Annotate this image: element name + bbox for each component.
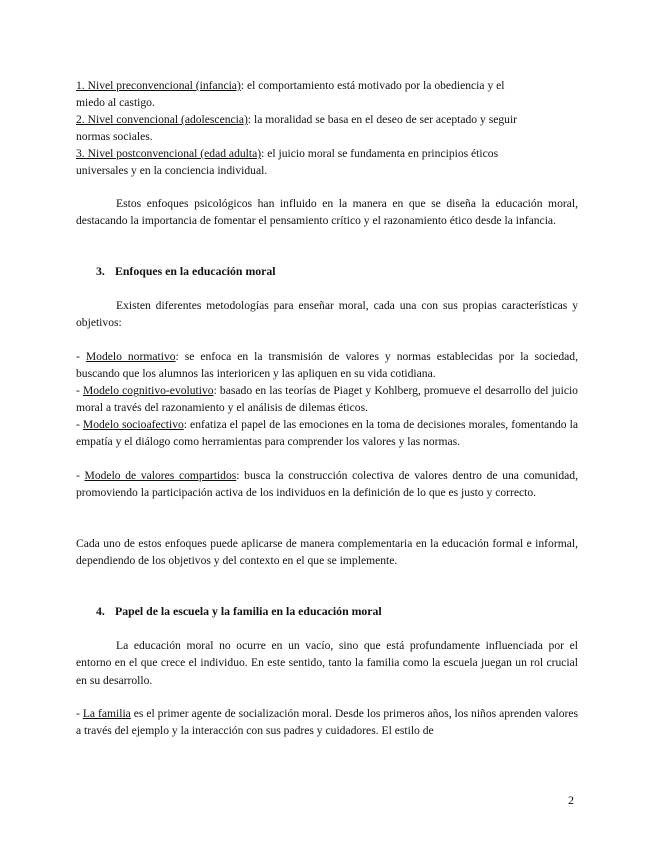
page-number: 2	[568, 793, 574, 807]
intro-paragraph: Estos enfoques psicológicos han influido en la manera en que se diseña la educación moral, destacando la importancia de fomentar el pensamiento crítico y el razonamiento ético desde la infancia.	[76, 197, 578, 228]
level-term-1: 1. Nivel preconvencional (infancia)	[76, 79, 241, 92]
model-item-socioafectivo: - Modelo socioafectivo: enfatiza el papel de las emociones en la toma de decisiones morales, fomentando la empatía y el diálogo como herramientas para comprender los valores y las normas.	[76, 418, 578, 449]
level-term-2: 2. Nivel convencional (adolescencia)	[76, 113, 248, 126]
family-term: La familia	[82, 707, 131, 720]
level-term-3: 3. Nivel postconvencional (edad adulta)	[76, 147, 262, 160]
family-paragraph: - La familia es el primer agente de socialización moral. Desde los primeros años, los niños aprenden valores a través del ejemplo y la interacción con sus padres y cuidadores. El estilo de	[76, 707, 579, 738]
model-item-normativo: - Modelo normativo: se enfoca en la transmisión de valores y normas establecidas por la sociedad, buscando que los alumnos las interioricen y las apliquen en su vida cotidiana.	[76, 350, 578, 381]
model-item-cognitivo: - Modelo cognitivo-evolutivo: basado en las teorías de Piaget y Kohlberg, promueve el desarrollo del juicio moral a través del razonamiento y el análisis de dilemas éticos.	[76, 384, 578, 415]
section-4-heading: 4. Papel de la escuela y la familia en la educación moral	[96, 604, 382, 618]
level-item-2: 2. Nivel convencional (adolescencia): la moralidad se basa en el deseo de ser aceptado y seguir normas sociales.	[76, 113, 518, 144]
level-item-3: 3. Nivel postconvencional (edad adulta): el juicio moral se fundamenta en principios éticos universales y en la conciencia individual.	[76, 147, 499, 178]
model-term: Modelo socioafectivo	[82, 418, 184, 431]
level-item-1: 1. Nivel preconvencional (infancia): el comportamiento está motivado por la obediencia y el miedo al castigo.	[76, 79, 505, 110]
model-term: Modelo cognitivo-evolutivo	[82, 384, 214, 397]
section-3-closing: Cada uno de estos enfoques puede aplicarse de manera complementaria en la educación formal e informal, dependiendo de los objetivos y del contexto en el que se implemente.	[76, 537, 578, 568]
section-3-heading: 3. Enfoques en la educación moral	[96, 264, 276, 278]
model-item-valores: - Modelo de valores compartidos: busca la construcción colectiva de valores dentro de una comunidad, promoviendo la participación activa de los individuos en la definición de lo que es justo y correcto.	[76, 469, 578, 500]
model-term: Modelo normativo	[85, 350, 176, 363]
section-3-paragraph: Existen diferentes metodologías para enseñar moral, cada una con sus propias características y objetivos:	[76, 299, 578, 330]
section-4-paragraph: La educación moral no ocurre en un vacío, sino que está profundamente influenciada por el entorno en el que crece el individuo. En este sentido, tanto la familia como la escuela juegan un rol crucial en su desarrollo.	[76, 639, 578, 687]
model-term: Modelo de valores compartidos	[84, 469, 237, 482]
